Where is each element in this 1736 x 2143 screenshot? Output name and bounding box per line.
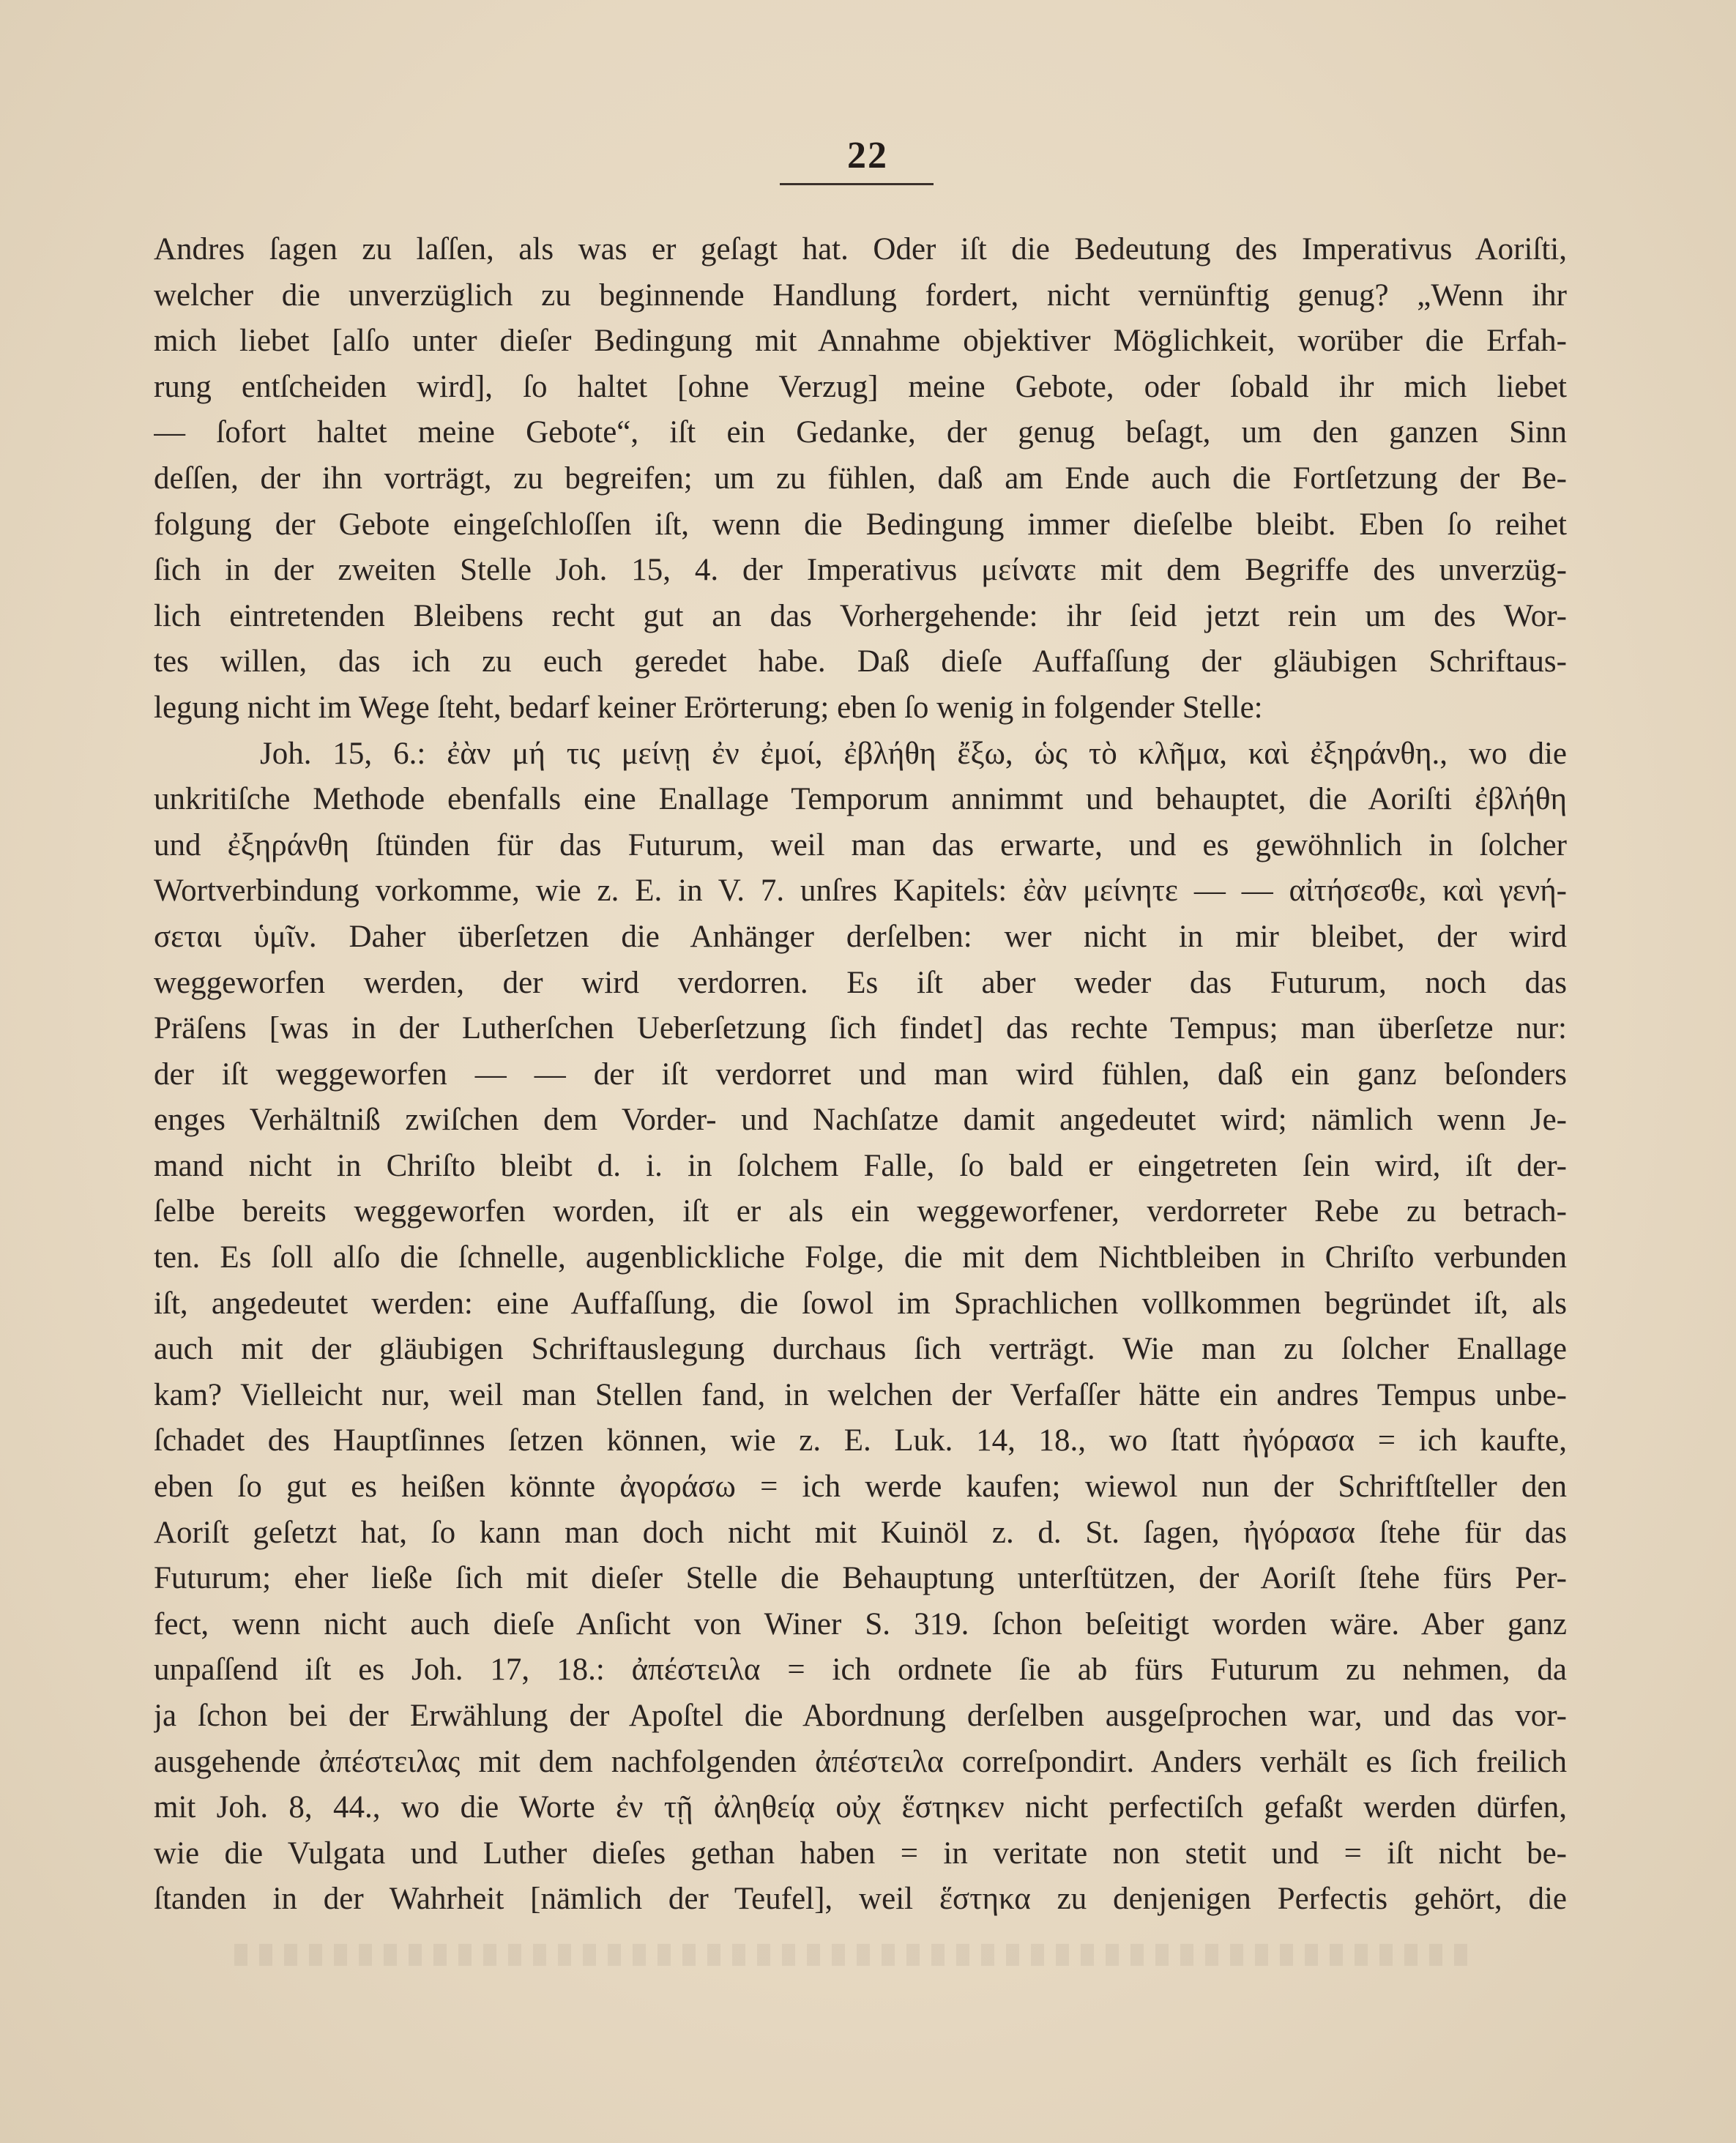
- text-line: ausgehende ἀπέστειλας mit dem nachfolgenden ἀπέστειλα correſpondirt. Anders verhält es ſich freilich: [154, 1744, 1567, 1779]
- text-line: welcher die unverzüglich zu beginnende Handlung fordert, nicht vernünftig genug? „Wenn ihr: [154, 277, 1567, 313]
- text-line: wie die Vulgata und Luther dieſes gethan haben = in veritate non stetit und = iſt nicht be-: [154, 1835, 1567, 1871]
- text-line: der iſt weggeworfen — — der iſt verdorret und man wird fühlen, daß ein ganz beſonders: [154, 1056, 1567, 1092]
- text-line: eben ſo gut es heißen könnte ἀγοράσω = ich werde kaufen; wiewol nun der Schriftſteller den: [154, 1469, 1567, 1505]
- text-line: ſchadet des Hauptſinnes ſetzen können, wie z. E. Luk. 14, 18., wo ſtatt ἠγόρασα = ich kaufte,: [154, 1423, 1567, 1458]
- text-line: unkritiſche Methode ebenfalls eine Enallage Temporum annimmt und behauptet, die Aoriſti ἐβλήθη: [154, 782, 1567, 817]
- text-line: ſelbe bereits weggeworfen worden, iſt er als ein weggeworfener, verdorreter Rebe zu betrach-: [154, 1194, 1567, 1229]
- text-line: mich liebet [alſo unter dieſer Bedingung mit Annahme objektiver Möglichkeit, worüber die Erfah-: [154, 324, 1567, 359]
- text-line: Joh. 15, 6.: ἐὰν μή τις μείνῃ ἐν ἐμοί, ἐβλήθη ἔξω, ὡς τὸ κλῆμα, καὶ ἐξηράνθη., wo die: [260, 736, 1567, 771]
- text-line: lich eintretenden Bleibens recht gut an das Vorhergehende: ihr ſeid jetzt rein um des Wor-: [154, 598, 1567, 633]
- text-line: iſt, angedeutet werden: eine Auffaſſung, die ſowol im Sprachlichen vollkommen begründet iſt, als: [154, 1286, 1567, 1321]
- reverse-side-bleed-through: [234, 1944, 1479, 1966]
- body-text: [154, 227, 1567, 1923]
- text-line: tes willen, das ich zu euch geredet habe. Daß dieſe Auffaſſung der gläubigen Schriftaus-: [154, 644, 1567, 679]
- text-line: unpaſſend iſt es Joh. 17, 18.: ἀπέστειλα = ich ordnete ſie ab fürs Futurum zu nehmen, da: [154, 1652, 1567, 1688]
- text-line: rung entſcheiden wird], ſo haltet [ohne Verzug] meine Gebote, oder ſobald ihr mich liebet: [154, 369, 1567, 404]
- text-line: fect, wenn nicht auch dieſe Anſicht von Winer S. 319. ſchon beſeitigt worden wäre. Aber ganz: [154, 1606, 1567, 1641]
- text-line: ſtanden in der Wahrheit [nämlich der Teufel], weil ἕστηκα zu denjenigen Perfectis gehört, die: [154, 1882, 1567, 1917]
- text-line: ten. Es ſoll alſo die ſchnelle, augenblickliche Folge, die mit dem Nichtbleiben in Chriſto verbunden: [154, 1240, 1567, 1275]
- text-line: ſich in der zweiten Stelle Joh. 15, 4. der Imperativus μείνατε mit dem Begriffe des unverzüg-: [154, 553, 1567, 588]
- text-line: folgung der Gebote eingeſchloſſen iſt, wenn die Bedingung immer dieſelbe bleibt. Eben ſo reihet: [154, 507, 1567, 542]
- text-line: ja ſchon bei der Erwählung der Apoſtel die Abordnung derſelben ausgeſprochen war, und das vor-: [154, 1699, 1567, 1733]
- text-line: Aoriſt geſetzt hat, ſo kann man doch nicht mit Kuinöl z. d. St. ſagen, ἠγόρασα ſtehe für das: [154, 1515, 1567, 1550]
- text-line: Futurum; eher ließe ſich mit dieſer Stelle die Behauptung unterſtützen, der Aoriſt ſtehe fürs Per-: [154, 1561, 1567, 1596]
- text-line: Andres ſagen zu laſſen, als was er geſagt hat. Oder iſt die Bedeutung des Imperativus Aoriſti,: [154, 232, 1567, 267]
- text-line: enges Verhältniß zwiſchen dem Vorder- und Nachſatze damit angedeutet wird; nämlich wenn Je-: [154, 1103, 1567, 1138]
- text-line: Präſens [was in der Lutherſchen Ueberſetzung ſich findet] das rechte Tempus; man überſetze nur:: [154, 1011, 1567, 1046]
- text-line: mit Joh. 8, 44., wo die Worte ἐν τῇ ἀληθείᾳ οὐχ ἕστηκεν nicht perfectiſch gefaßt werden dürfen,: [154, 1790, 1567, 1825]
- text-line: und ἐξηράνθη ſtünden für das Futurum, weil man das erwarte, und es gewöhnlich in ſolcher: [154, 827, 1567, 862]
- text-line: deſſen, der ihn vorträgt, zu begreifen; um zu fühlen, daß am Ende auch die Fortſetzung der Be-: [154, 461, 1567, 496]
- text-line: Wortverbindung vorkomme, wie z. E. in V. 7. unſres Kapitels: ἐὰν μείνητε — — αἰτήσεσθε, καὶ γενή-: [154, 873, 1567, 909]
- text-line: — ſofort haltet meine Gebote“, iſt ein Gedanke, der genug beſagt, um den ganzen Sinn: [154, 415, 1567, 450]
- text-line: legung nicht im Wege ſteht, bedarf keiner Erörterung; eben ſo wenig in folgender Stelle:: [154, 690, 1263, 725]
- text-line: auch mit der gläubigen Schriftauslegung durchaus ſich verträgt. Wie man zu ſolcher Enallage: [154, 1332, 1567, 1367]
- text-line: weggeworfen werden, der wird verdorren. Es iſt aber weder das Futurum, noch das: [154, 965, 1567, 1000]
- page-number: 22: [847, 135, 888, 176]
- text-line: σεται ὑμῖν. Daher überſetzen die Anhänger derſelben: wer nicht in mir bleibet, der wird: [154, 919, 1567, 954]
- text-line: kam? Vielleicht nur, weil man Stellen fand, in welchen der Verfaſſer hätte ein andres Tempus unbe-: [154, 1377, 1567, 1412]
- page-number-rule: [780, 183, 934, 185]
- text-line: mand nicht in Chriſto bleibt d. i. in ſolchem Falle, ſo bald er eingetreten ſein wird, iſt der-: [154, 1148, 1567, 1183]
